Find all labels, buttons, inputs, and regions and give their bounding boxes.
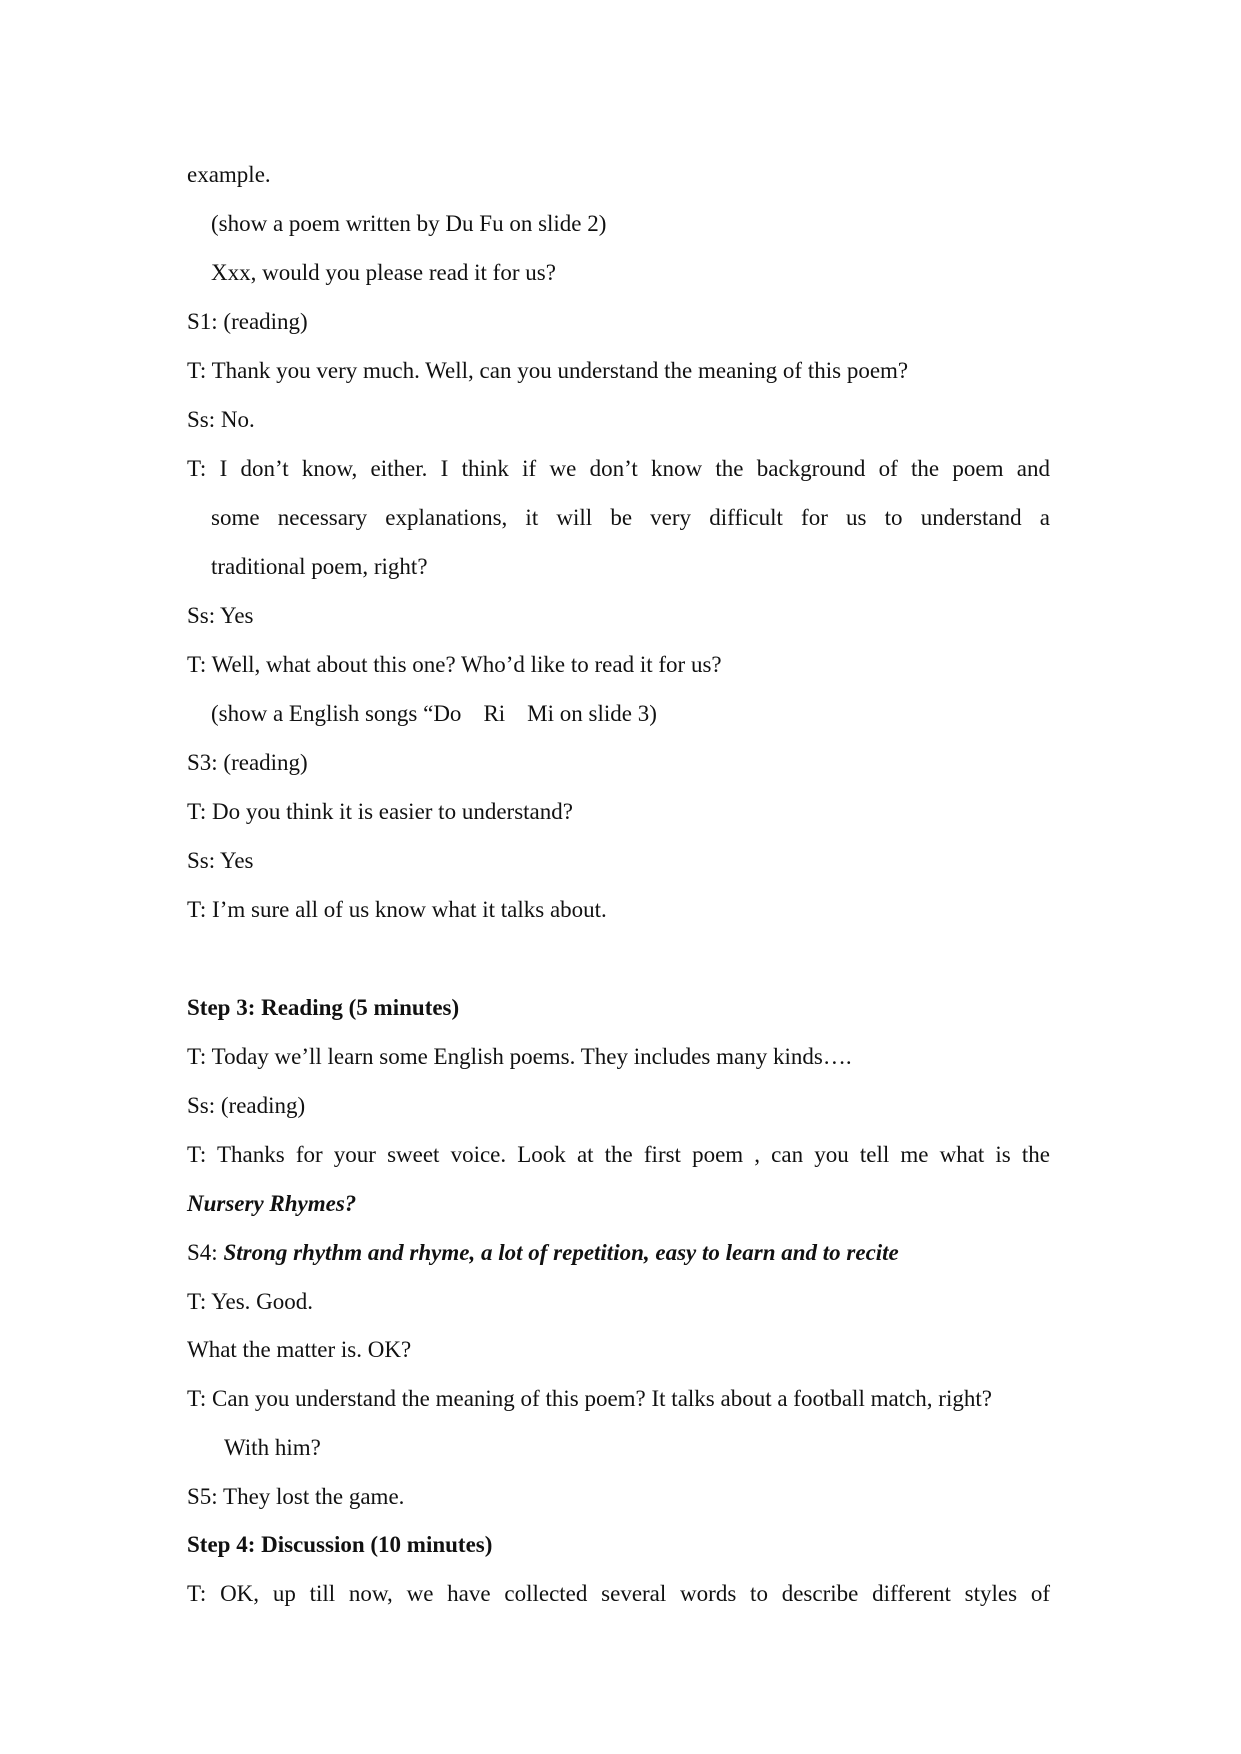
text-line: example. [187, 162, 271, 187]
dialogue-line: T: OK, up till now, we have collected several words to describe different styles of [187, 1581, 1050, 1606]
text-line: With him? [224, 1435, 321, 1460]
text-line: What the matter is. OK? [187, 1337, 412, 1362]
dialogue-line: T: Yes. Good. [187, 1289, 314, 1314]
dialogue-line: T: Thank you very much. Well, can you understand the meaning of this poem? [187, 358, 909, 383]
text-line: Xxx, would you please read it for us? [211, 260, 556, 285]
dialogue-line: Ss: Yes [187, 603, 254, 628]
text-line [211, 699, 657, 729]
dialogue-line: some necessary explanations, it will be very difficult for us to understand a [211, 505, 1050, 530]
text-line: (show a poem written by Du Fu on slide 2) [211, 211, 607, 236]
dialogue-line: S3: (reading) [187, 750, 308, 775]
speaker-label: S4: [187, 1240, 224, 1265]
dialogue-line: Ss: Yes [187, 848, 254, 873]
dialogue-line: T: Thanks for your sweet voice. Look at the first poem , can you tell me what is the [187, 1142, 1050, 1167]
dialogue-line [187, 1238, 899, 1268]
dialogue-line: S1: (reading) [187, 309, 308, 334]
text-fragment: Ri [483, 701, 506, 726]
emphasis-text: Strong rhythm and rhyme, a lot of repetition, easy to learn and to recite [223, 1240, 899, 1265]
emphasis-line: Nursery Rhymes? [187, 1191, 357, 1216]
dialogue-line: S5: They lost the game. [187, 1484, 405, 1509]
dialogue-line: T: I’m sure all of us know what it talks about. [187, 897, 607, 922]
section-heading: Step 3: Reading (5 minutes) [187, 995, 460, 1020]
dialogue-line: T: Do you think it is easier to understand? [187, 799, 573, 824]
dialogue-line: Ss: (reading) [187, 1093, 306, 1118]
text-fragment: Mi on slide 3) [527, 701, 657, 726]
dialogue-line: T: Today we’ll learn some English poems. They includes many kinds…. [187, 1044, 852, 1069]
text-fragment: (show a English songs “Do [211, 701, 462, 726]
dialogue-line: Ss: No. [187, 407, 255, 432]
dialogue-line: T: I don’t know, either. I think if we don’t know the background of the poem and [187, 456, 1050, 481]
dialogue-line: traditional poem, right? [211, 554, 428, 579]
dialogue-line: T: Can you understand the meaning of this poem? It talks about a football match, right? [187, 1386, 992, 1411]
section-heading: Step 4: Discussion (10 minutes) [187, 1532, 493, 1557]
dialogue-line: T: Well, what about this one? Who’d like to read it for us? [187, 652, 722, 677]
